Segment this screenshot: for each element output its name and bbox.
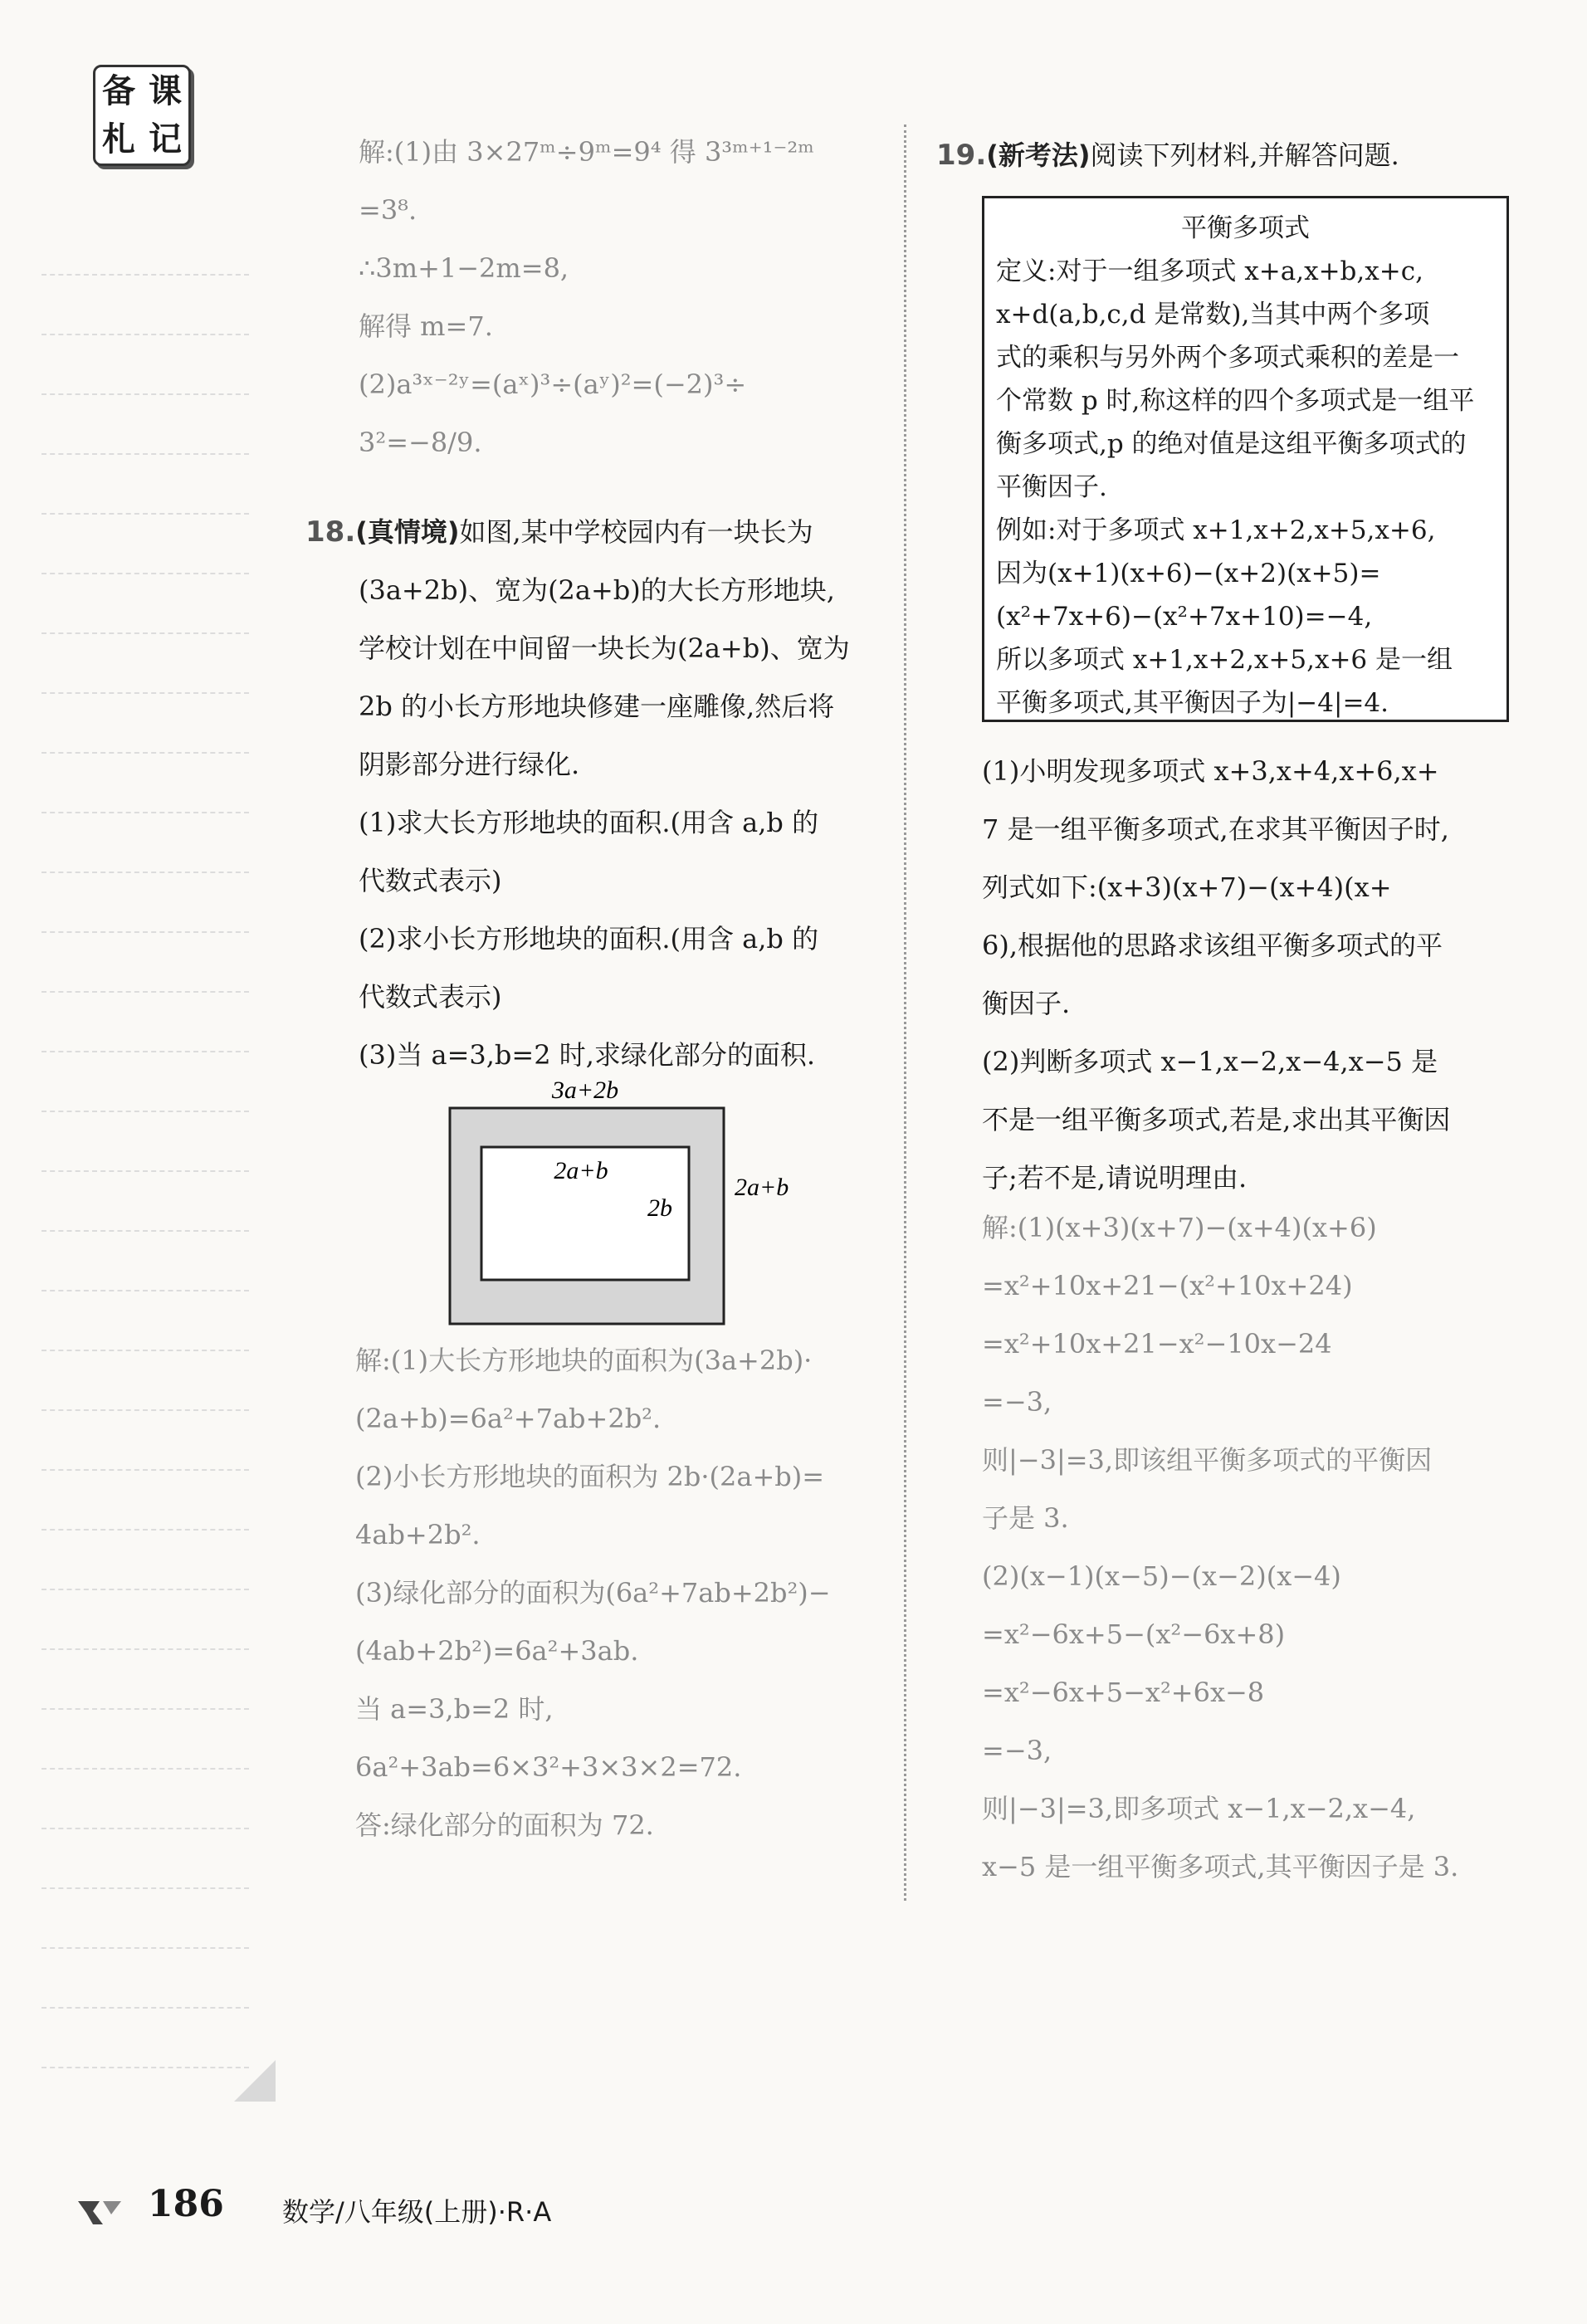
- answer-line: 则|−3|=3,即多项式 x−1,x−2,x−4,: [982, 1793, 1416, 1824]
- footer-arrow-icon: [75, 2195, 125, 2228]
- question-part: 7 是一组平衡多项式,在求其平衡因子时,: [982, 813, 1449, 845]
- answer-line: 解:(1)(x+3)(x+7)−(x+4)(x+6): [982, 1212, 1377, 1243]
- answer-line: =x²+10x+21−(x²+10x+24): [982, 1270, 1353, 1301]
- question-part: 衡因子.: [982, 988, 1071, 1019]
- definition-line: 个常数 p 时,称这样的四个多项式是一组平: [996, 386, 1475, 416]
- definition-line: 平衡因子.: [996, 472, 1107, 502]
- definition-box: [982, 196, 1509, 722]
- question-number: 19.: [936, 139, 987, 172]
- question-part: (3)当 a=3,b=2 时,求绿化部分的面积.: [359, 1039, 816, 1071]
- answer-line: (2)(x−1)(x−5)−(x−2)(x−4): [982, 1560, 1341, 1592]
- example-line: (x²+7x+6)−(x²+7x+10)=−4,: [996, 602, 1373, 632]
- definition-line: 定义:对于一组多项式 x+a,x+b,x+c,: [996, 256, 1423, 286]
- question-part: 代数式表示): [359, 865, 502, 896]
- notes-stamp: [93, 65, 191, 166]
- column-divider: [904, 124, 906, 1901]
- example-line: 例如:对于多项式 x+1,x+2,x+5,x+6,: [996, 515, 1436, 545]
- answer-line: =x²−6x+5−(x²−6x+8): [982, 1618, 1286, 1650]
- example-line: 因为(x+1)(x+6)−(x+2)(x+5)=: [996, 559, 1381, 588]
- stamp-char: 记: [149, 120, 182, 159]
- definition-line: 衡多项式,p 的绝对值是这组平衡多项式的: [996, 429, 1467, 459]
- question-part: 代数式表示): [359, 981, 502, 1013]
- question-part: 列式如下:(x+3)(x+7)−(x+4)(x+: [982, 872, 1392, 903]
- q18-answer: [355, 1331, 895, 1854]
- answer-line: (2a+b)=6a²+7ab+2b².: [355, 1403, 662, 1434]
- q19-answer: [982, 1199, 1530, 1896]
- q19-parts: [982, 742, 1530, 1207]
- question-part: 子;若不是,请说明理由.: [982, 1162, 1248, 1194]
- question-stem: 阴影部分进行绿化.: [359, 749, 580, 780]
- answer-line: 则|−3|=3,即该组平衡多项式的平衡因: [982, 1444, 1433, 1476]
- example-line: 平衡多项式,其平衡因子为|−4|=4.: [996, 688, 1389, 718]
- definition-line: 式的乘积与另外两个多项式乘积的差是一: [996, 343, 1459, 373]
- question-number: 18.: [305, 515, 356, 549]
- question-part: 6),根据他的思路求该组平衡多项式的平: [982, 930, 1443, 961]
- answer-line: 解得 m=7.: [359, 310, 493, 342]
- question-stem: 学校计划在中间留一块长为(2a+b)、宽为: [359, 632, 850, 664]
- page-number: 186: [148, 2183, 224, 2225]
- question-part: (2)求小长方形地块的面积.(用含 a,b 的: [359, 923, 819, 954]
- definition-line: x+d(a,b,c,d 是常数),当其中两个多项: [996, 300, 1430, 330]
- corner-decoration: [234, 2060, 276, 2102]
- label-inner-top: 2a+b: [554, 1157, 608, 1184]
- question-part: 不是一组平衡多项式,若是,求出其平衡因: [982, 1104, 1451, 1135]
- definition-title: 平衡多项式: [1181, 213, 1310, 243]
- stamp-char: 札: [102, 120, 135, 159]
- answer-line: (2)小长方形地块的面积为 2b·(2a+b)=: [355, 1461, 825, 1492]
- answer-line: 3²=−8/9.: [359, 427, 482, 458]
- answer-line: 6a²+3ab=6×3²+3×3×2=72.: [355, 1751, 742, 1783]
- question-18: [305, 503, 895, 1084]
- label-right: 2a+b: [735, 1174, 789, 1201]
- rectangle-figure: [448, 1071, 789, 1328]
- answer-line: 4ab+2b².: [355, 1519, 481, 1550]
- q17-answer: [359, 123, 890, 471]
- label-inner-right: 2b: [647, 1194, 672, 1222]
- example-line: 所以多项式 x+1,x+2,x+5,x+6 是一组: [996, 645, 1453, 675]
- answer-line: =3⁸.: [359, 194, 418, 226]
- answer-line: 解:(1)由 3×27ᵐ÷9ᵐ=9⁴ 得 3³ᵐ⁺¹⁻²ᵐ: [359, 136, 814, 168]
- answer-line: x−5 是一组平衡多项式,其平衡因子是 3.: [982, 1851, 1459, 1882]
- margin-note-lines: [42, 216, 249, 2068]
- question-stem: 阅读下列材料,并解答问题.: [1090, 139, 1399, 171]
- answer-line: 子是 3.: [982, 1502, 1069, 1534]
- question-part: (2)判断多项式 x−1,x−2,x−4,x−5 是: [982, 1046, 1438, 1077]
- question-tag: (新考法): [986, 139, 1091, 171]
- answer-line: =x²−6x+5−x²+6x−8: [982, 1677, 1265, 1708]
- answer-line: ∴3m+1−2m=8,: [359, 252, 569, 284]
- answer-line: (2)a³ˣ⁻²ʸ=(aˣ)³÷(aʸ)²=(−2)³÷: [359, 369, 747, 400]
- question-19: [936, 126, 1517, 184]
- book-title: 数学/八年级(上册)·R·A: [282, 2196, 552, 2228]
- answer-line: 答:绿化部分的面积为 72.: [355, 1809, 654, 1841]
- answer-line: (3)绿化部分的面积为(6a²+7ab+2b²)−: [355, 1577, 831, 1609]
- answer-line: =−3,: [982, 1386, 1052, 1418]
- stamp-char: 备: [102, 72, 135, 110]
- answer-line: 当 a=3,b=2 时,: [355, 1693, 554, 1725]
- question-part: (1)小明发现多项式 x+3,x+4,x+6,x+: [982, 755, 1439, 787]
- answer-line: (4ab+2b²)=6a²+3ab.: [355, 1635, 639, 1667]
- stamp-char: 课: [149, 72, 182, 110]
- answer-line: =x²+10x+21−x²−10x−24: [982, 1328, 1332, 1360]
- question-stem: 2b 的小长方形地块修建一座雕像,然后将: [359, 691, 835, 722]
- question-stem: 如图,某中学校园内有一块长为: [459, 516, 813, 548]
- label-top: 3a+2b: [551, 1077, 619, 1104]
- question-part: (1)求大长方形地块的面积.(用含 a,b 的: [359, 807, 819, 838]
- question-tag: (真情境): [355, 516, 460, 548]
- question-stem: (3a+2b)、宽为(2a+b)的大长方形地块,: [359, 574, 835, 606]
- answer-line: =−3,: [982, 1735, 1052, 1766]
- answer-line: 解:(1)大长方形地块的面积为(3a+2b)·: [355, 1345, 813, 1376]
